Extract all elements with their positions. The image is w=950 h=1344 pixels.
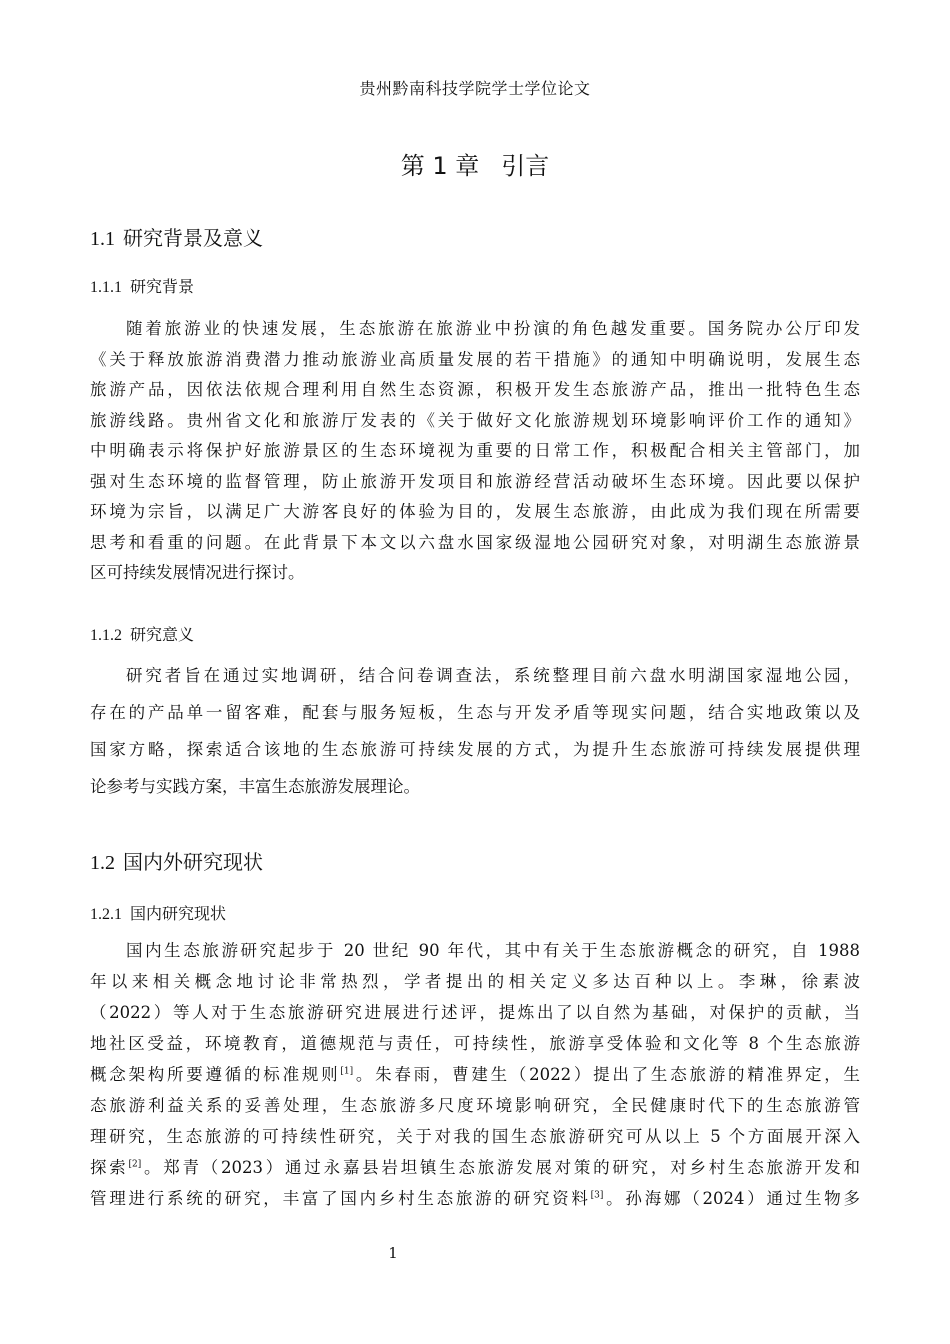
text-line: （2022）等人对于生态旅游研究进展进行述评，提炼出了以自然为基础，对保护的贡献，当 xyxy=(90,1003,860,1022)
page-number: 1 xyxy=(388,1244,398,1262)
text-line: 中明确表示将保护好旅游景区的生态环境视为重要的日常工作，积极配合相关主管部门，加 xyxy=(90,441,860,460)
section-heading-1-1-2 xyxy=(90,622,194,645)
text-line: 研究者旨在通过实地调研，结合问卷调查法，系统整理目前六盘水明湖国家湿地公园， xyxy=(126,666,860,685)
text-line: 区可持续发展情况进行探讨。 xyxy=(90,563,305,582)
section-number: 1.1 xyxy=(90,228,115,250)
text-run: 探索 xyxy=(90,1158,129,1177)
text-line: 国内生态旅游研究起步于 20 世纪 90 年代，其中有关于生态旅游概念的研究，自 1988 xyxy=(126,941,860,960)
chapter-title: 引言 xyxy=(501,152,550,180)
text-line: 地社区受益，环境教育，道德规范与责任，可持续性，旅游享受体验和文化等 8 个生态旅游 xyxy=(90,1034,860,1053)
section-number: 1.2 xyxy=(90,852,115,874)
text-line: 强对生态环境的监督管理，防止旅游开发项目和旅游经营活动破坏生态环境。因此要以保护 xyxy=(90,471,860,491)
chapter-heading xyxy=(0,146,950,181)
section-heading-1-1 xyxy=(90,222,263,251)
section-title: 国内外研究现状 xyxy=(123,850,263,874)
text-line xyxy=(90,1183,860,1214)
paragraph-research-background xyxy=(90,314,860,589)
text-line: 环境为宗旨，以满足广大游客良好的体验为目的，发展生态旅游，由此成为我们现在所需要 xyxy=(90,502,860,521)
text-line: 旅游产品，因依法依规合理利用自然生态资源，积极开发生态旅游产品，推出一批特色生态 xyxy=(90,380,860,399)
text-line xyxy=(90,1059,860,1090)
text-run: 。郑青（2023）通过永嘉县岩坦镇生态旅游发展对策的研究，对乡村生态旅游开发和 xyxy=(141,1158,860,1177)
section-number: 1.1.2 xyxy=(90,627,122,644)
section-number: 1.2.1 xyxy=(90,906,122,923)
citation-ref-2[interactable]: [2] xyxy=(128,1159,142,1170)
text-line: 国家方略，探索适合该地的生态旅游可持续发展的方式，为提升生态旅游可持续发展提供理 xyxy=(90,740,860,759)
text-line: 理研究，生态旅游的可持续性研究，关于对我的国生态旅游研究可从以上 5 个方面展开深入 xyxy=(90,1127,860,1146)
text-line: 《关于释放旅游消费潜力推动旅游业高质量发展的若干措施》的通知中明确说明，发展生态 xyxy=(90,349,860,369)
chapter-number: 第 1 章 xyxy=(400,152,480,180)
text-run: 概念架构所要遵循的标准规则 xyxy=(90,1065,341,1084)
text-run: 。孙海娜（2024）通过生物多 xyxy=(603,1189,860,1208)
text-line: 思考和看重的问题。在此背景下本文以六盘水国家级湿地公园研究对象，对明湖生态旅游景 xyxy=(90,532,860,552)
paragraph-research-significance xyxy=(90,657,860,805)
paragraph-domestic-research xyxy=(90,935,860,1214)
section-heading-1-1-1 xyxy=(90,274,194,297)
citation-ref-1[interactable]: [1] xyxy=(340,1066,354,1077)
section-heading-1-2 xyxy=(90,846,263,875)
section-heading-1-2-1 xyxy=(90,901,226,924)
text-line: 年以来相关概念地讨论非常热烈，学者提出的相关定义多达百种以上。李琳，徐素波 xyxy=(90,972,860,991)
text-line: 态旅游利益关系的妥善处理，生态旅游多尺度环境影响研究，全民健康时代下的生态旅游管 xyxy=(90,1096,860,1115)
citation-ref-3[interactable]: [3] xyxy=(590,1190,604,1201)
section-title: 国内研究现状 xyxy=(130,904,227,923)
text-run: 。朱春雨，曹建生（2022）提出了生态旅游的精准界定，生 xyxy=(353,1065,860,1084)
section-number: 1.1.1 xyxy=(90,279,122,296)
text-line: 存在的产品单一留客难，配套与服务短板，生态与开发矛盾等现实问题，结合实地政策以及 xyxy=(90,703,860,722)
text-line: 旅游线路。贵州省文化和旅游厅发表的《关于做好文化旅游规划环境影响评价工作的通知》 xyxy=(90,410,860,430)
running-header: 贵州黔南科技学院学士学位论文 xyxy=(359,79,591,98)
section-title: 研究背景及意义 xyxy=(123,226,263,250)
text-line: 论参考与实践方案，丰富生态旅游发展理论。 xyxy=(90,777,420,796)
text-run: 管理进行系统的研究，丰富了国内乡村生态旅游的研究资料 xyxy=(90,1189,591,1208)
text-line xyxy=(90,1152,860,1183)
text-line: 随着旅游业的快速发展，生态旅游在旅游业中扮演的角色越发重要。国务院办公厅印发 xyxy=(126,319,860,338)
section-title: 研究意义 xyxy=(130,625,195,644)
section-title: 研究背景 xyxy=(130,277,195,296)
